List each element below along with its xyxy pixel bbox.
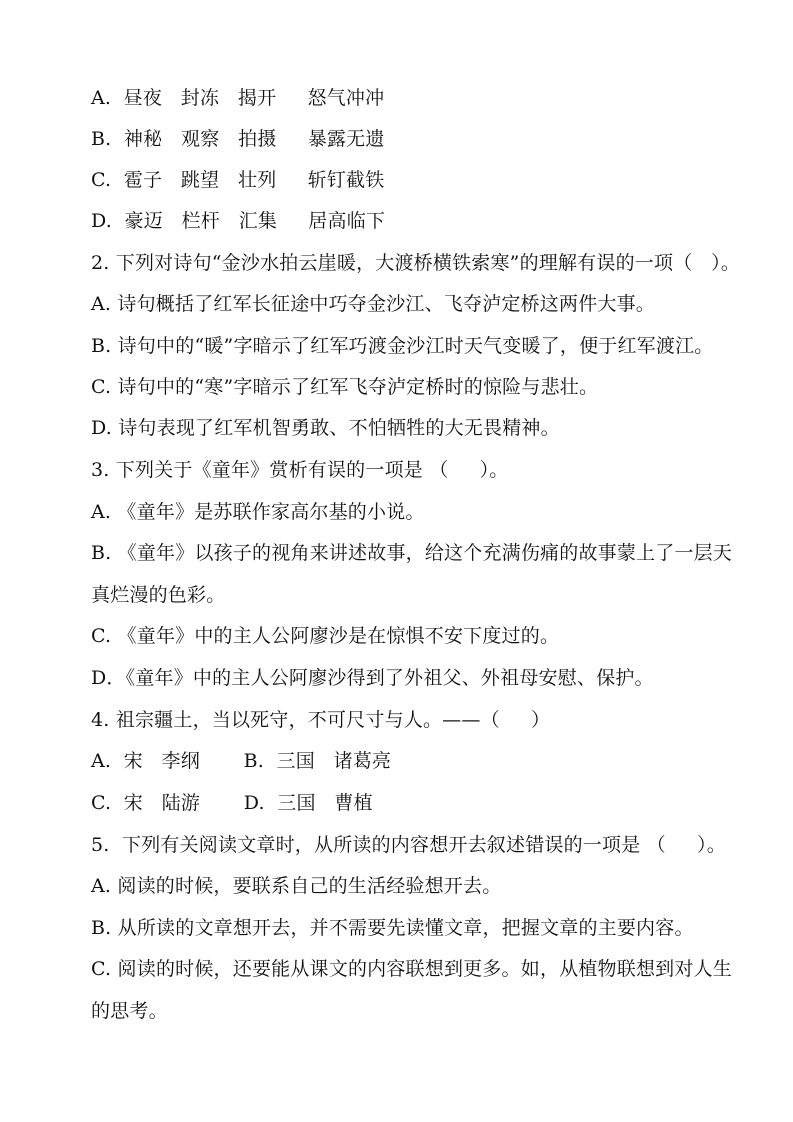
q4-options-cd: C. 宋 陆游 D. 三国 曹植	[91, 792, 373, 814]
q3-option-d: D．《童年》中的主人公阿廖沙得到了外祖父、外祖母安慰、保护。	[91, 667, 654, 689]
q3-option-b: B. 《童年》以孩子的视角来讲述故事，给这个充满伤痛的故事蒙上了一层天	[91, 542, 733, 564]
q1-option-d: D. 豪迈 栏杆 汇集 居高临下	[91, 210, 386, 232]
q1-option-a: A. 昼夜 封冻 揭开 怒气冲冲	[91, 87, 385, 109]
q5-option-c-cont: 的思考。	[91, 1000, 168, 1022]
q2-option-d: D. 诗句表现了红军机智勇敢、不怕牺牲的大无畏精神。	[91, 417, 560, 439]
q5-option-a: A. 阅读的时候，要联系自己的生活经验想开去。	[91, 875, 502, 897]
q2-option-a: A. 诗句概括了红军长征途中巧夺金沙江、飞夺泸定桥这两件大事。	[91, 293, 656, 315]
q5-option-b: B. 从所读的文章想开去，并不需要先读懂文章，把握文章的主要内容。	[91, 917, 694, 939]
q3-option-c: C. 《童年》中的主人公阿廖沙是在惊惧不安下度过的。	[91, 625, 560, 647]
q4-options-ab: A. 宋 李纲 B. 三国 诸葛亮	[91, 750, 392, 772]
q3-option-b-cont: 真烂漫的色彩。	[91, 584, 226, 606]
q4-stem: 4. 祖宗疆土，当以死守，不可尺寸与人。——（ ）	[91, 709, 551, 731]
q3-option-a: A. 《童年》是苏联作家高尔基的小说。	[91, 501, 425, 523]
q2-option-c: C. 诗句中的“寒”字暗示了红军飞夺泸定桥时的惊险与悲壮。	[91, 376, 599, 398]
q3-stem: 3. 下列关于《童年》赏析有误的一项是 （ ）。	[91, 459, 509, 481]
q2-option-b: B. 诗句中的“暖”字暗示了红军巧渡金沙江时天气变暖了，便于红军渡江。	[91, 335, 714, 357]
q2-stem: 2. 下列对诗句“金沙水拍云崖暖，大渡桥横铁索寒”的理解有误的一项（ ）。	[91, 252, 741, 274]
q1-option-c: C. 雹子 跳望 壮列 斩钉截铁	[91, 169, 385, 191]
q5-option-c: C. 阅读的时候，还要能从课文的内容联想到更多。如，从植物联想到对人生	[91, 958, 732, 980]
q1-option-b: B. 神秘 观察 拍摄 暴露无遗	[91, 128, 385, 150]
q5-stem: 5. 下列有关阅读文章时，从所读的内容想开去叙述错误的一项是 （ ）。	[91, 834, 726, 856]
